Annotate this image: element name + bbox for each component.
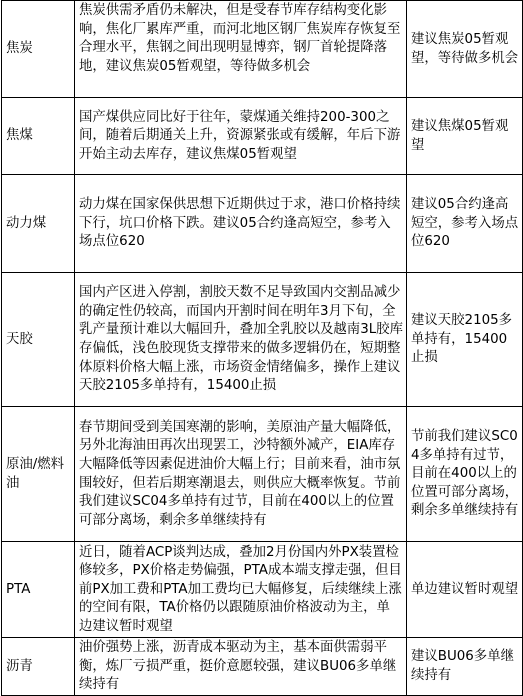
- commodity-name: 焦煤: [2, 98, 75, 175]
- advice-text: 节前我们建议SC04多单持有过节，目前在400以上的位置可部分离场，剩余多单继续持有: [407, 407, 523, 542]
- analysis-text: 春节期间受到美国寒潮的影响，美原油产量大幅降低，另外北海油田再次出现罢工，沙特额外减产，EIA库存大幅降低等因素促进油价大幅上行；目前来看，油市氛围较好，但若后期寒潮退去，则供应大概率恢复。节前我们建议SC04多单持有过节，目前在400以上的位置可部分离场，剩余多单继续持有: [75, 407, 407, 542]
- commodity-name: PTA: [2, 542, 75, 638]
- analysis-text: 国产煤供应同比好于往年，蒙煤通关维持200-300之间，随着后期通关上升，资源紧张或有缓解，年后下游开始主动去库存，建议焦煤05暂观望: [75, 98, 407, 175]
- commodity-name: 动力煤: [2, 175, 75, 273]
- analysis-text: 油价强势上涨，沥青成本驱动为主，基本面供需弱平衡，炼厂亏损严重，挺价意愿较强，建议BU06多单继续持有: [75, 638, 407, 696]
- analysis-text: 国内产区进入停割，割胶天数不足导致国内交割品减少的确定性仍较高，而国内开割时间在明年3月下旬，全乳产量预计难以大幅回升，叠加全乳胶以及越南3L胶库存偏低，浅色胶现货支撑带来的做多逻辑仍在，短期整体原料价格大幅上涨，市场资金情绪偏多，操作上建议天胶2105多单持有，15400止损: [75, 273, 407, 407]
- advice-text: 建议焦炭05暂观望，等待做多机会: [407, 1, 523, 98]
- table-row: [2, 638, 523, 696]
- advice-text: 建议05合约逢高短空，参考入场点位620: [407, 175, 523, 273]
- commodity-name: 沥青: [2, 638, 75, 696]
- table-row: [2, 407, 523, 542]
- advice-text: 建议焦煤05暂观望: [407, 98, 523, 175]
- commodity-name: 天胶: [2, 273, 75, 407]
- analysis-text: 动力煤在国家保供思想下近期供过于求，港口价格持续下行，坑口价格下跌。建议05合约逢高短空，参考入场点位620: [75, 175, 407, 273]
- commodity-advice-table: [1, 0, 523, 696]
- advice-text: 建议BU06多单继续持有: [407, 638, 523, 696]
- analysis-text: 焦炭供需矛盾仍未解决，但是受春节库存结构变化影响，焦化厂累库严重，而河北地区钢厂焦炭库存恢复至合理水平，焦钢之间出现明显博弈，钢厂首轮提降落地，建议焦炭05暂观望，等待做多机会: [75, 1, 407, 98]
- commodity-name: 焦炭: [2, 1, 75, 98]
- advice-text: 单边建议暂时观望: [407, 542, 523, 638]
- table-row: [2, 98, 523, 175]
- table-row: [2, 175, 523, 273]
- advice-text: 建议天胶2105多单持有，15400止损: [407, 273, 523, 407]
- table-row: [2, 1, 523, 98]
- table-row: [2, 542, 523, 638]
- table-row: [2, 273, 523, 407]
- analysis-text: 近日，随着ACP谈判达成，叠加2月份国内外PX装置检修较多，PX价格走势偏强，PTA成本端支撑走强，但目前PX加工费和PTA加工费均已大幅修复，后续继续上涨的空间有限，TA价格仍以跟随原油价格波动为主，单边建议暂时观望: [75, 542, 407, 638]
- commodity-name: 原油/燃料油: [2, 407, 75, 542]
